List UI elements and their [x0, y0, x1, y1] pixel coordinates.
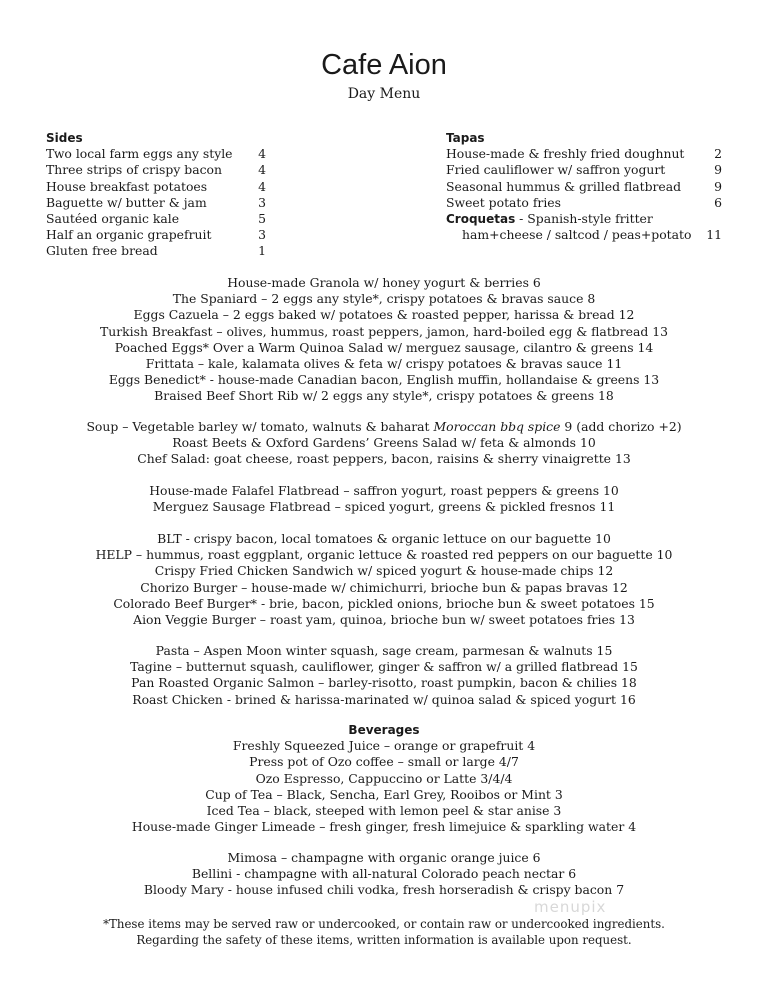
entree-section [0, 643, 768, 708]
croquetas-desc: - Spanish-style fritter [515, 211, 653, 227]
menu-item: Chef Salad: goat cheese, roast peppers, bacon, raisins & sherry vinaigrette 13 [137, 451, 631, 467]
item-price: 9 [714, 178, 722, 194]
soup-salad-section [0, 419, 768, 468]
croquetas-options-row [446, 227, 722, 243]
item-price: 5 [258, 211, 266, 227]
item-price: 3 [258, 227, 266, 243]
menu-item: The Spaniard – 2 eggs any style*, crispy potatoes & bravas sauce 8 [172, 291, 596, 307]
watermark: menupix [534, 898, 607, 916]
menu-item: Poached Eggs* Over a Warm Quinoa Salad w/ merguez sausage, cilantro & greens 14 [114, 339, 654, 355]
menu-item [46, 211, 266, 227]
menu-item: Eggs Benedict* - house-made Canadian bacon, English muffin, hollandaise & greens 13 [108, 372, 660, 388]
menu-item: Cup of Tea – Black, Sencha, Earl Grey, Rooibos or Mint 3 [205, 786, 563, 802]
soup-price: 9 (add chorizo +2) [560, 419, 682, 434]
menu-item [46, 195, 266, 211]
beverage-section [0, 722, 768, 835]
item-price: 4 [258, 178, 266, 194]
item-price: 11 [706, 227, 722, 243]
item-name: Fried cauliflower w/ saffron yogurt [446, 162, 666, 178]
menu-item: Pan Roasted Organic Salmon – barley-risotto, roast pumpkin, bacon & chilies 18 [131, 675, 637, 691]
flatbread-section [0, 483, 768, 515]
menu-item [446, 179, 722, 195]
menu-item: Eggs Cazuela – 2 eggs baked w/ potatoes & roasted pepper, harissa & bread 12 [133, 307, 635, 323]
menu-item: Freshly Squeezed Juice – orange or grapefruit 4 [232, 738, 536, 754]
menu-item: Bellini - champagne with all-natural Colorado peach nectar 6 [191, 866, 577, 882]
item-name: House breakfast potatoes [46, 178, 208, 194]
menu-subtitle: Day Menu [347, 86, 421, 102]
item-name: Two local farm eggs any style [46, 146, 233, 162]
menu-item [446, 146, 722, 162]
croquetas-options: ham+cheese / saltcod / peas+potato [462, 227, 692, 243]
restaurant-name: Cafe Aion [321, 49, 447, 81]
item-price: 2 [714, 146, 722, 162]
menu-item: House-made Ginger Limeade – fresh ginger, fresh limejuice & sparkling water 4 [131, 819, 637, 835]
disclaimer [0, 917, 768, 948]
menu-item: Ozo Espresso, Cappuccino or Latte 3/4/4 [255, 770, 513, 786]
soup-spice: Moroccan bbq spice [433, 419, 561, 434]
menu-item: Mimosa – champagne with organic orange juice 6 [227, 850, 541, 865]
item-price: 3 [258, 194, 266, 210]
menu-item [46, 227, 266, 243]
menu-item: House-made Granola w/ honey yogurt & berries 6 [227, 275, 541, 290]
menu-item: BLT - crispy bacon, local tomatoes & organic lettuce on our baguette 10 [157, 531, 611, 546]
disclaimer-line: Regarding the safety of these items, written information is available upon request. [136, 932, 632, 947]
soup-item [0, 419, 768, 435]
menu-item: Roast Chicken - brined & harissa-marinated w/ quinoa salad & spiced yogurt 16 [132, 691, 636, 707]
menu-item: Bloody Mary - house infused chili vodka, fresh horseradish & crispy bacon 7 [143, 882, 625, 898]
menu-item [446, 195, 722, 211]
item-name: Gluten free bread [46, 243, 158, 259]
menu-item [46, 243, 266, 259]
menu-item [46, 146, 266, 162]
item-price: 4 [258, 146, 266, 162]
menu-item: Iced Tea – black, steeped with lemon peel & star anise 3 [206, 803, 562, 819]
menu-item: Crispy Fried Chicken Sandwich w/ spiced yogurt & house-made chips 12 [154, 563, 614, 579]
item-price: 1 [258, 243, 266, 259]
menu-item: Colorado Beef Burger* - brie, bacon, pickled onions, brioche bun & sweet potatoes 15 [113, 595, 655, 611]
item-name: Baguette w/ butter & jam [46, 194, 207, 210]
item-name: Sweet potato fries [446, 194, 561, 210]
croquetas-label: Croquetas [446, 212, 516, 227]
item-price: 9 [714, 162, 722, 178]
item-name: House-made & freshly fried doughnut [446, 146, 685, 162]
menu-item: Merguez Sausage Flatbread – spiced yogurt, greens & pickled fresnos 11 [152, 499, 616, 515]
beverages-heading: Beverages [348, 723, 420, 737]
menu-item: House-made Falafel Flatbread – saffron yogurt, roast peppers & greens 10 [149, 483, 619, 498]
tapas-heading: Tapas [446, 131, 485, 145]
sides-heading: Sides [46, 131, 83, 145]
menu-item: Chorizo Burger – house-made w/ chimichurri, brioche bun & papas bravas 12 [140, 579, 628, 595]
tapas-section [446, 130, 722, 243]
sides-section [46, 130, 266, 260]
menu-item: Frittata – kale, kalamata olives & feta w/ crispy potatoes & bravas sauce 11 [145, 356, 623, 372]
menu-item: HELP – hummus, roast eggplant, organic lettuce & roasted red peppers on our baguette 10 [95, 547, 673, 563]
menu-item: Braised Beef Short Rib w/ 2 eggs any style*, crispy potatoes & greens 18 [154, 388, 614, 404]
soup-text: Soup – Vegetable barley w/ tomato, walnuts & baharat [86, 419, 434, 434]
item-price: 6 [714, 194, 722, 210]
menu-item: Pasta – Aspen Moon winter squash, sage cream, parmesan & walnuts 15 [155, 643, 613, 658]
disclaimer-line: *These items may be served raw or undercooked, or contain raw or undercooked ingredients. [103, 917, 665, 931]
item-name: Seasonal hummus & grilled flatbread [446, 178, 682, 194]
menu-item: Aion Veggie Burger – roast yam, quinoa, brioche bun w/ sweet potatoes fries 13 [133, 612, 635, 628]
menu-item: Press pot of Ozo coffee – small or large 4/7 [249, 754, 519, 770]
menu-item [46, 162, 266, 178]
item-price: 4 [258, 162, 266, 178]
menu-item: Tagine – butternut squash, cauliflower, ginger & saffron w/ a grilled flatbread 15 [130, 659, 638, 675]
sandwich-section [0, 531, 768, 628]
menu-item [46, 179, 266, 195]
item-name: Half an organic grapefruit [46, 227, 212, 243]
item-name: Three strips of crispy bacon [46, 162, 222, 178]
croquetas-line [446, 211, 722, 227]
item-name: Sautéed organic kale [46, 211, 180, 227]
menu-item: Roast Beets & Oxford Gardens’ Greens Salad w/ feta & almonds 10 [172, 435, 596, 451]
breakfast-section [0, 275, 768, 405]
cocktail-section [0, 850, 768, 899]
menu-item [446, 162, 722, 178]
menu-item: Turkish Breakfast – olives, hummus, roast peppers, jamon, hard-boiled egg & flatbread 13 [99, 323, 669, 339]
